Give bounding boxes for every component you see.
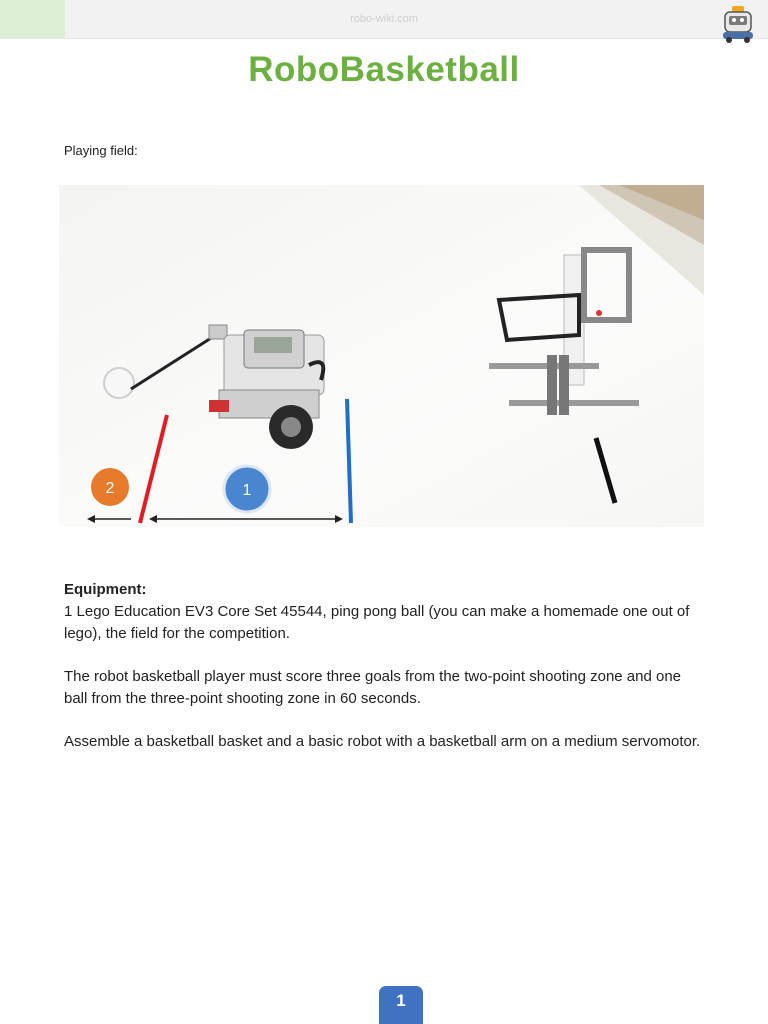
playing-field-illustration: [59, 185, 704, 527]
header-bar: [0, 0, 768, 39]
playing-field-photo: [59, 185, 704, 527]
page-number-badge: 1: [379, 986, 423, 1024]
zone-1-label: 1: [242, 482, 252, 499]
assembly-paragraph: Assemble a basketball basket and a basic robot with a basketball arm on a medium servomotor.: [64, 733, 701, 750]
zone-2-label: 2: [105, 480, 115, 497]
robot-logo-icon: [720, 4, 756, 44]
page-title: RoboBasketball: [248, 50, 520, 89]
rules-paragraph: The robot basketball player must score three goals from the two-point shooting zone and one ball from the three-point shooting zone in 60 seconds.: [64, 668, 682, 707]
zone-1-marker: [224, 466, 270, 512]
page-content: [64, 579, 704, 774]
zone-2-marker: [90, 467, 130, 507]
equipment-text: 1 Lego Education EV3 Core Set 45544, ping pong ball (you can make a homemade one out of lego), the field for the competition.: [64, 603, 690, 642]
equipment-section: [64, 579, 704, 645]
figure-caption: Playing field:: [64, 143, 138, 158]
equipment-heading: Equipment:: [64, 581, 147, 598]
site-url[interactable]: robo-wiki.com: [350, 13, 418, 25]
